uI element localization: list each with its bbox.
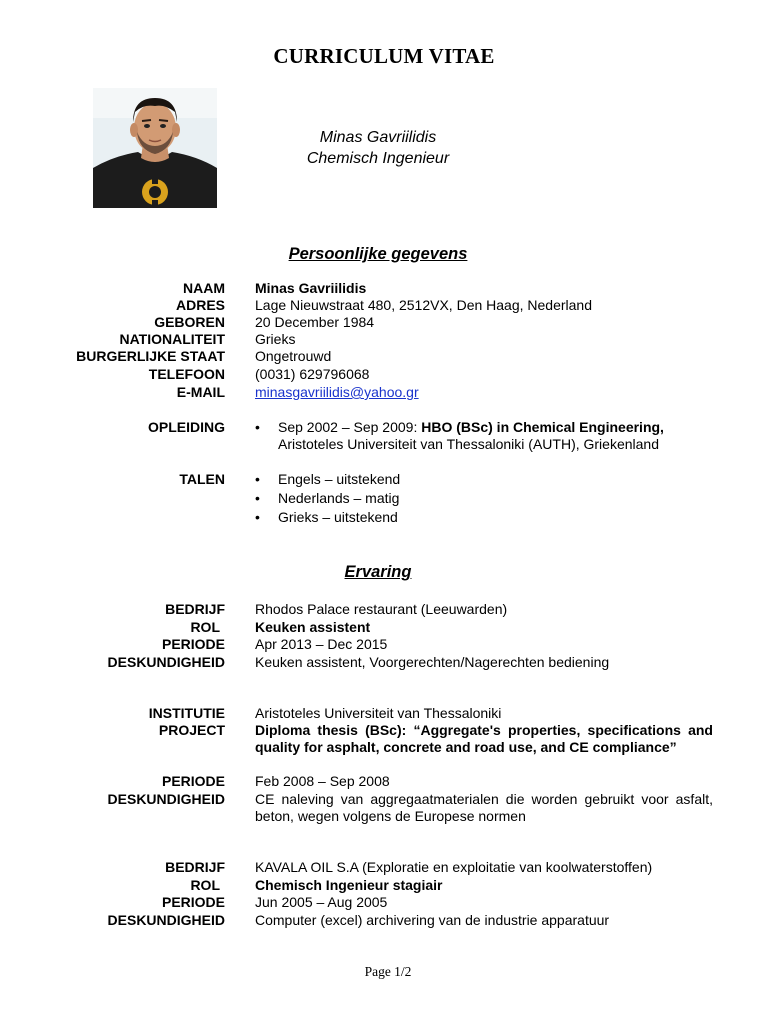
field-label: BEDRIJF bbox=[165, 859, 225, 875]
language-text: Grieks – uitstekend bbox=[278, 509, 398, 525]
header-profession: Chemisch Ingenieur bbox=[306, 150, 450, 167]
field-value: 20 December 1984 bbox=[255, 314, 375, 330]
field-label: DESKUNDIGHEID bbox=[107, 654, 225, 670]
field-value: Ongetrouwd bbox=[255, 348, 332, 364]
field-value: Feb 2008 – Sep 2008 bbox=[255, 773, 390, 789]
document-title: CURRICULUM VITAE bbox=[273, 44, 495, 68]
field-label: NAAM bbox=[183, 280, 225, 296]
field-value: Keuken assistent bbox=[255, 619, 371, 635]
field-label: BURGERLIJKE STAAT bbox=[76, 348, 225, 364]
field-value: KAVALA OIL S.A (Exploratie en exploitatie van koolwaterstoffen) bbox=[255, 859, 653, 875]
field-value: Lage Nieuwstraat 480, 2512VX, Den Haag, Nederland bbox=[255, 297, 592, 313]
field-value: Keuken assistent, Voorgerechten/Nagerechten bediening bbox=[255, 654, 610, 670]
bullet-icon: • bbox=[255, 490, 260, 506]
bullet-icon: • bbox=[255, 509, 260, 525]
education-period: Sep 2002 – Sep 2009: bbox=[278, 419, 422, 435]
field-label: BEDRIJF bbox=[165, 601, 225, 617]
field-label: PERIODE bbox=[161, 773, 225, 789]
section-heading-personal: Persoonlijke gegevens bbox=[288, 245, 468, 263]
field-label: INSTITUTIE bbox=[148, 705, 225, 721]
language-text: Nederlands – matig bbox=[278, 490, 400, 506]
field-value: Grieks bbox=[255, 331, 296, 347]
education-school: Aristoteles Universiteit van Thessaloniki (AUTH), Griekenland bbox=[278, 436, 659, 452]
field-label: TELEFOON bbox=[148, 366, 225, 382]
field-value: (0031) 629796068 bbox=[255, 366, 370, 382]
field-label: PERIODE bbox=[161, 636, 225, 652]
bullet-icon: • bbox=[255, 471, 260, 487]
field-label: NATIONALITEIT bbox=[119, 331, 225, 347]
languages-label: TALEN bbox=[179, 471, 225, 487]
field-label: PROJECT bbox=[158, 722, 225, 738]
field-label: E-MAIL bbox=[176, 384, 225, 400]
field-label: ROL bbox=[190, 877, 220, 893]
language-text: Engels – uitstekend bbox=[278, 471, 401, 487]
section-heading-experience: Ervaring bbox=[344, 563, 412, 581]
field-label: DESKUNDIGHEID bbox=[107, 791, 225, 807]
education-label: OPLEIDING bbox=[147, 419, 225, 435]
header-name-block bbox=[268, 127, 488, 169]
field-value: Computer (excel) archivering van de industrie apparatuur bbox=[255, 912, 610, 928]
bullet-icon: • bbox=[255, 419, 260, 435]
field-value: Apr 2013 – Dec 2015 bbox=[255, 636, 388, 652]
education-degree: HBO (BSc) in Chemical Engineering, bbox=[421, 419, 664, 435]
field-label: ROL bbox=[190, 619, 220, 635]
field-value: CE naleving van aggregaatmaterialen die worden gebruikt voor asfalt, beton, wegen volgens de Europese normen bbox=[255, 791, 713, 824]
field-value: Rhodos Palace restaurant (Leeuwarden) bbox=[255, 601, 508, 617]
field-label: DESKUNDIGHEID bbox=[107, 912, 225, 928]
page-number: Page 1/2 bbox=[364, 964, 412, 979]
header-name: Minas Gavriilidis bbox=[319, 129, 437, 146]
field-value: Jun 2005 – Aug 2005 bbox=[255, 894, 388, 910]
field-value: Chemisch Ingenieur stagiair bbox=[255, 877, 443, 893]
field-label: GEBOREN bbox=[154, 314, 225, 330]
field-label: ADRES bbox=[175, 297, 225, 313]
field-value: Minas Gavriilidis bbox=[255, 280, 367, 296]
field-value: Diploma thesis (BSc): “Aggregate's properties, specifications and quality for asphalt, concrete and road use, and CE compliance” bbox=[255, 722, 713, 755]
profile-photo bbox=[93, 88, 217, 208]
field-label: PERIODE bbox=[161, 894, 225, 910]
field-value: Aristoteles Universiteit van Thessaloniki bbox=[255, 705, 502, 721]
email-link[interactable]: minasgavriilidis@yahoo.gr bbox=[255, 384, 419, 400]
